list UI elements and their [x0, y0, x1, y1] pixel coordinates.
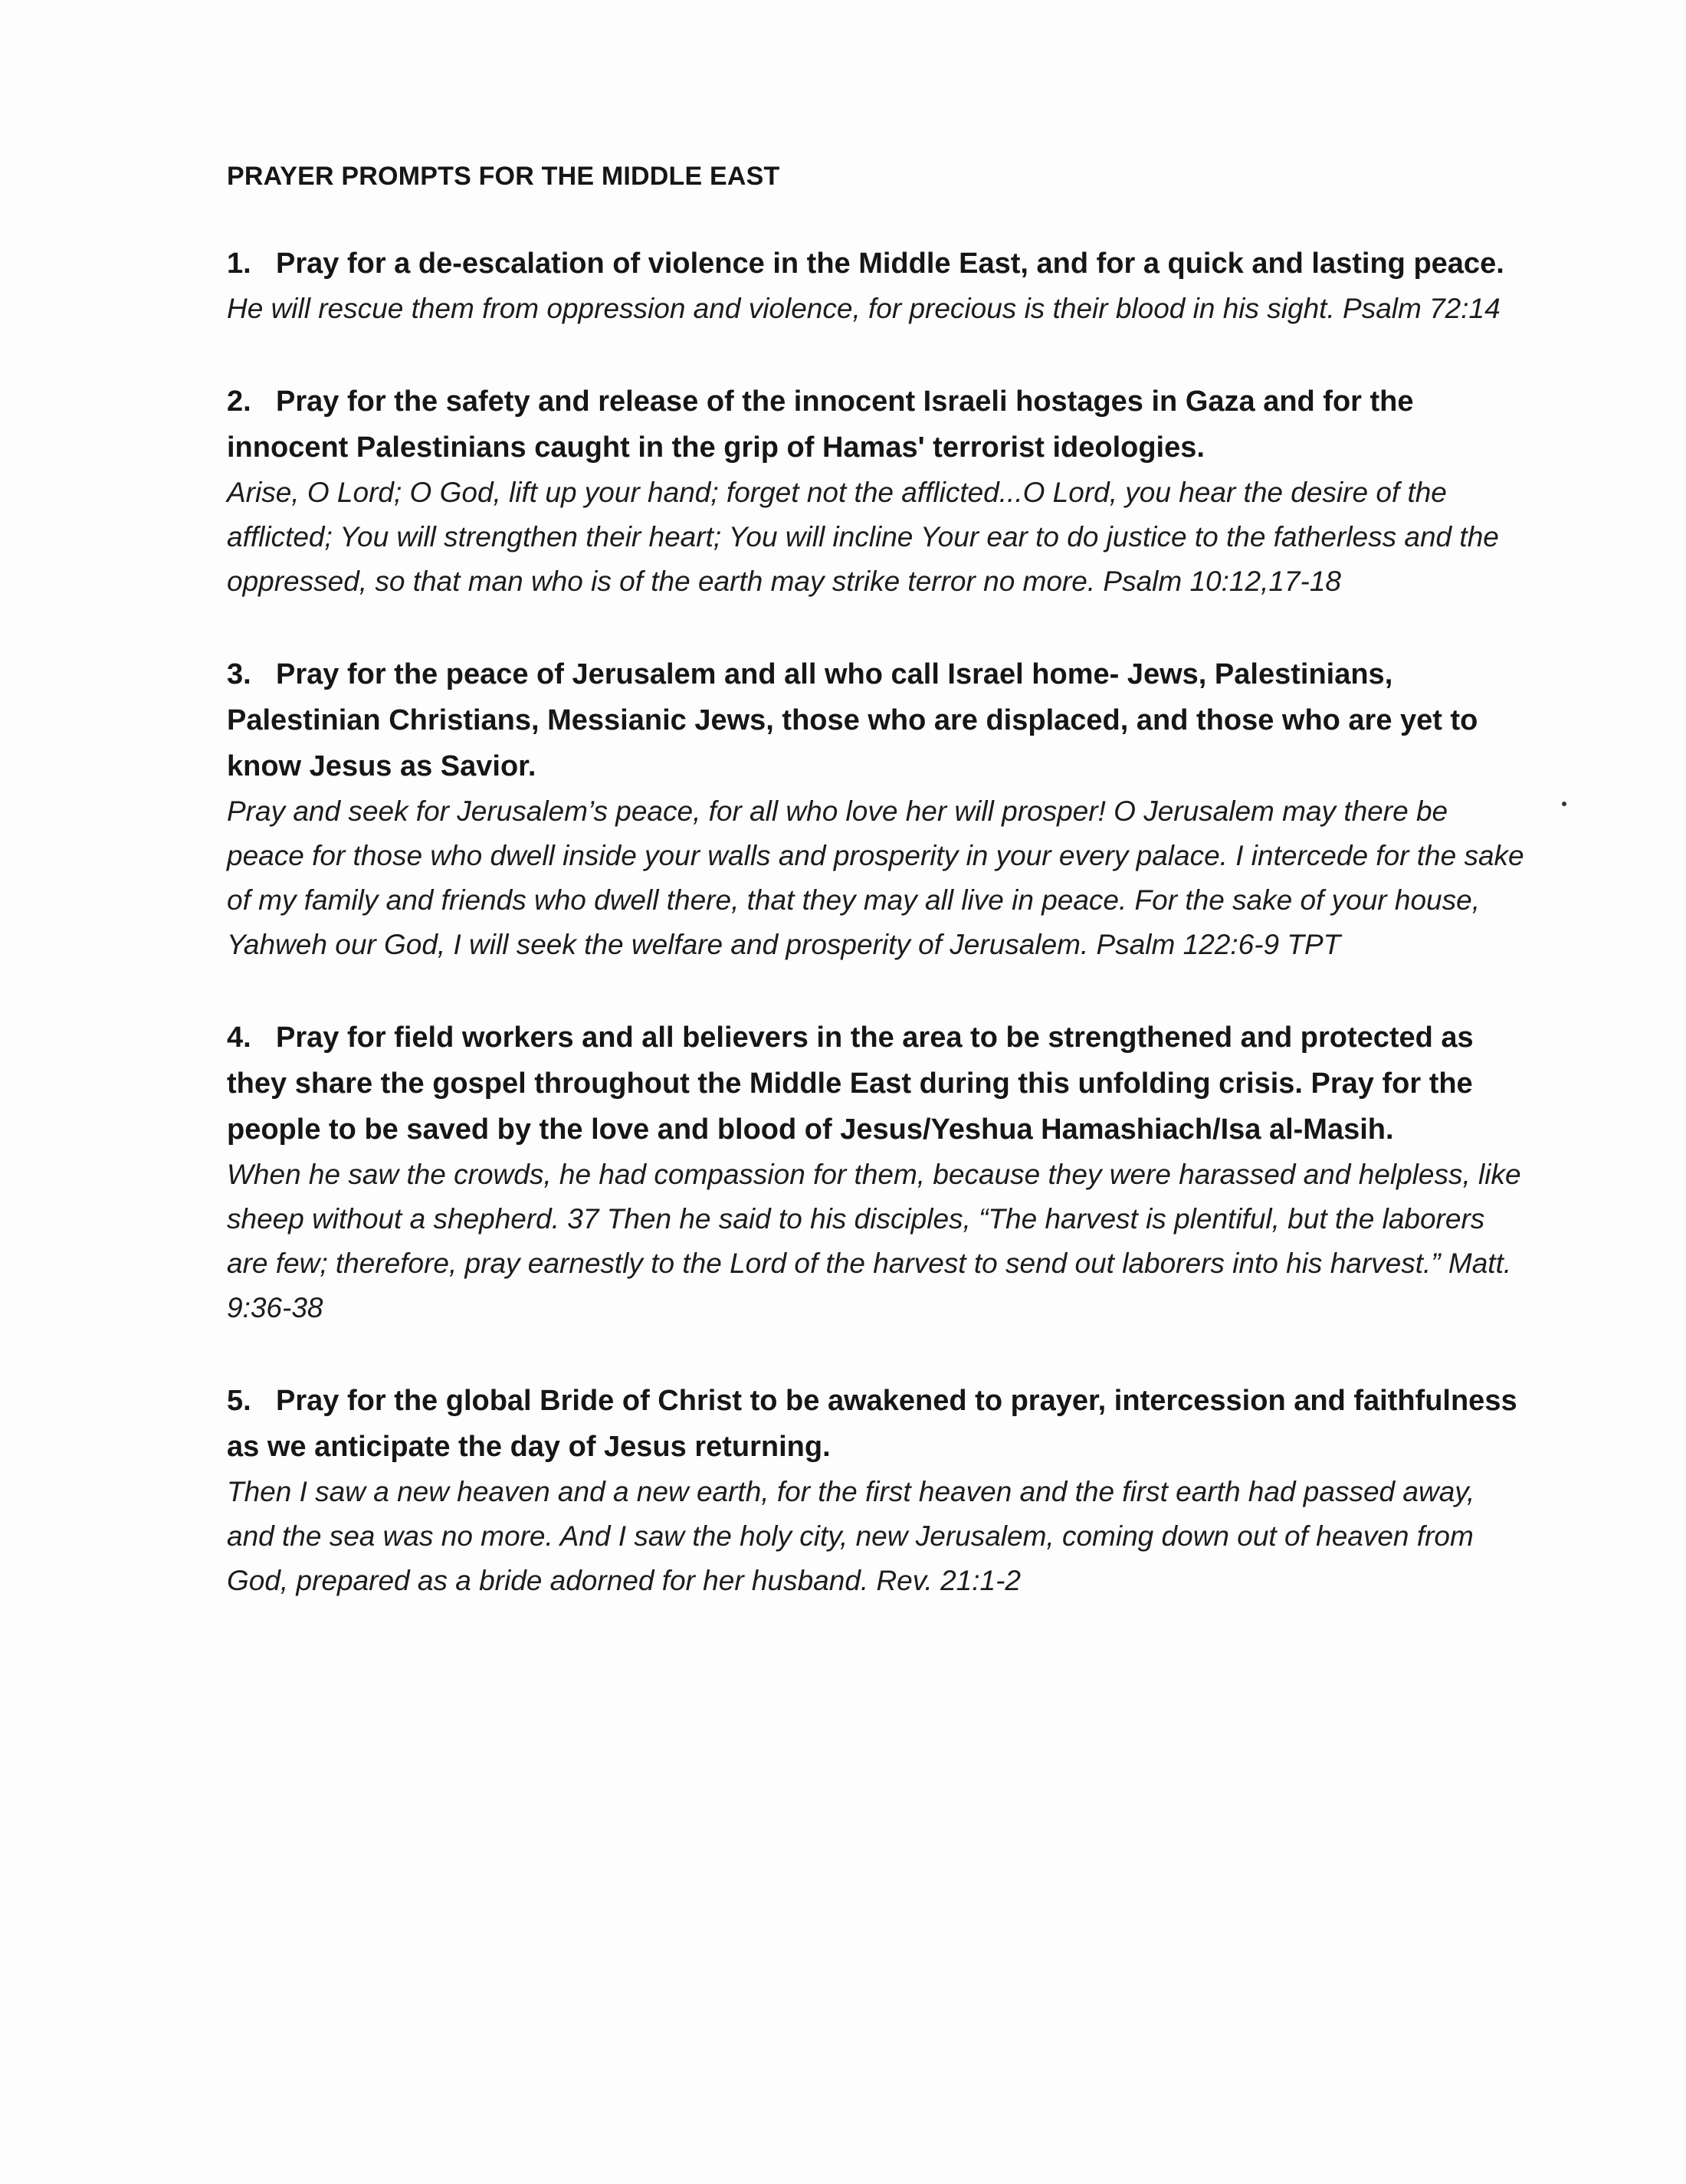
prompt-number: 2. [227, 385, 251, 418]
prayer-prompt-1 [227, 241, 1530, 331]
prayer-prompt-3 [227, 651, 1530, 967]
prompt-verse: When he saw the crowds, he had compassion for them, because they were harassed and helpless, like sheep without a shepherd. 37 Then he said to his disciples, “The harvest is plentiful, but the laborers are few; therefore, pray earnestly to the Lord of the harvest to send out laborers into his harvest.” Matt. 9:36-38 [227, 1159, 1521, 1323]
prompt-request: Pray for the peace of Jerusalem and all who call Israel home- Jews, Palestinians, Palestinian Christians, Messianic Jews, those who are displaced, and those who are yet to know Jesus as Savior. [227, 658, 1478, 782]
prompt-number: 1. [227, 248, 251, 280]
prayer-prompt-4 [227, 1015, 1530, 1330]
prompt-number: 5. [227, 1385, 251, 1417]
prompt-request: Pray for a de-escalation of violence in the Middle East, and for a quick and lasting peace. [276, 248, 1504, 280]
prompt-verse: Arise, O Lord; O God, lift up your hand; forget not the afflicted...O Lord, you hear the desire of the afflicted; You will strengthen their heart; You will incline Your ear to do justice to the fatherless and the oppressed, so that man who is of the earth may strike terror no more. Psalm 10:12,17-18 [227, 477, 1499, 597]
prompt-heading [227, 1378, 1530, 1470]
document-body [227, 159, 1530, 1651]
prompt-number: 4. [227, 1021, 251, 1054]
document-title: PRAYER PROMPTS FOR THE MIDDLE EAST [227, 162, 780, 191]
prompt-heading [227, 241, 1530, 287]
prompt-request: Pray for the safety and release of the innocent Israeli hostages in Gaza and for the innocent Palestinians caught in the grip of Hamas' terrorist ideologies. [227, 385, 1414, 464]
prompt-number: 3. [227, 658, 251, 690]
prompt-verse: Then I saw a new heaven and a new earth, for the first heaven and the first earth had passed away, and the sea was no more. And I saw the holy city, new Jerusalem, coming down out of heaven from God, prepared as a bride adorned for her husband. Rev. 21:1-2 [227, 1476, 1475, 1596]
prompt-verse: Pray and seek for Jerusalem’s peace, for all who love her will prosper! O Jerusalem may there be peace for those who dwell inside your walls and prosperity in your every palace. I intercede for the sake of my family and friends who dwell there, that they may all live in peace. For the sake of your house, Yahweh our God, I will seek the welfare and prosperity of Jerusalem. Psalm 122:6-9 TPT [227, 795, 1524, 960]
prayer-prompt-5 [227, 1378, 1530, 1603]
scan-speck [1562, 802, 1566, 806]
prompt-request: Pray for the global Bride of Christ to be awakened to prayer, intercession and faithfulness as we anticipate the day of Jesus returning. [227, 1385, 1517, 1463]
prompt-heading [227, 379, 1530, 471]
prompt-verse: He will rescue them from oppression and violence, for precious is their blood in his sight. Psalm 72:14 [227, 293, 1501, 324]
prompt-request: Pray for field workers and all believers in the area to be strengthened and protected as they share the gospel throughout the Middle East during this unfolding crisis. Pray for the people to be saved by the love and blood of Jesus/Yeshua Hamashiach/Isa al-Masih. [227, 1021, 1474, 1146]
prompt-heading [227, 1015, 1530, 1153]
prayer-prompt-2 [227, 379, 1530, 604]
prompt-heading [227, 651, 1530, 789]
